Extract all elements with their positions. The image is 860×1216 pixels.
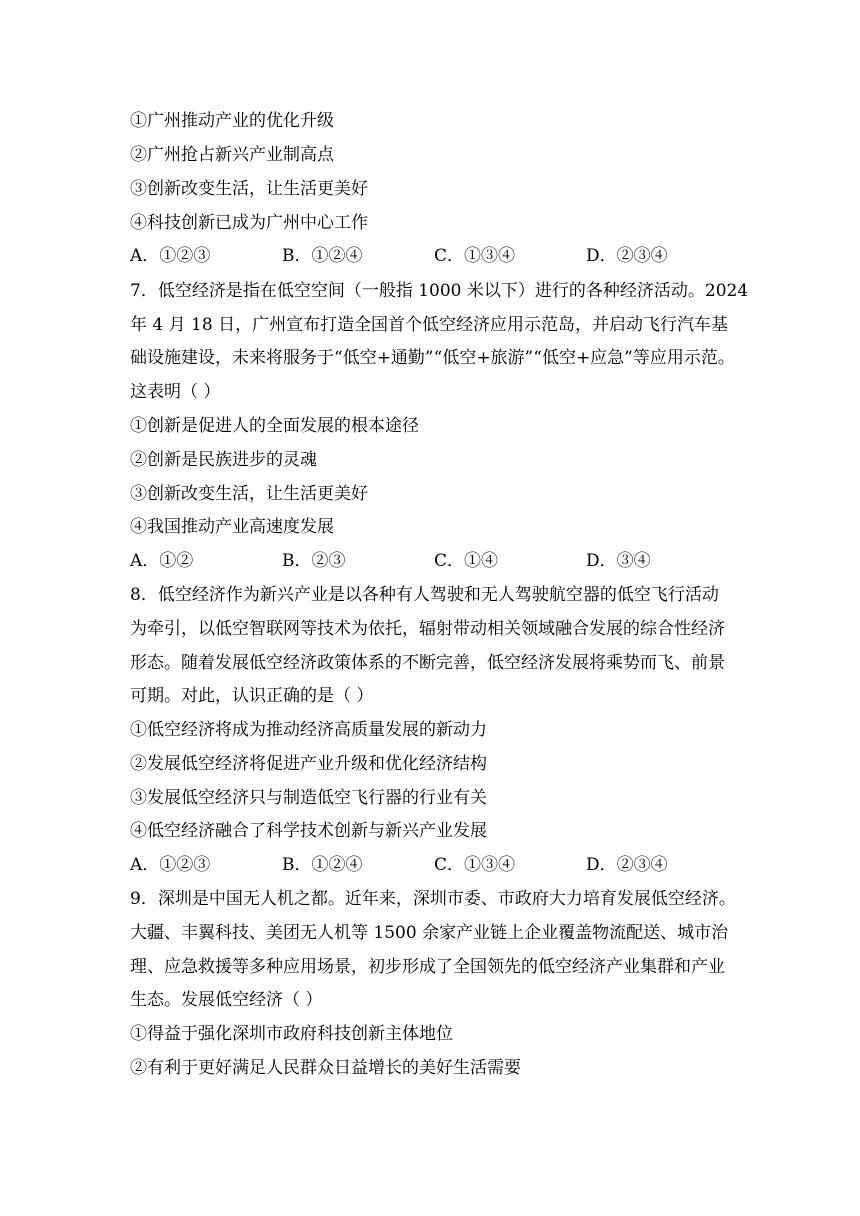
q8-stem-line-3: 形态。随着发展低空经济政策体系的不断完善，低空经济发展将乘势而飞、前景 [130, 653, 725, 673]
q6-item-2: ②广州抢占新兴产业制高点 [130, 145, 334, 165]
q7-item-2: ②创新是民族进步的灵魂 [130, 450, 317, 470]
q9-item-2: ②有利于更好满足人民群众日益增长的美好生活需要 [130, 1058, 521, 1078]
q9-item-1: ①得益于强化深圳市政府科技创新主体地位 [130, 1024, 453, 1044]
q7-stem-line-3: 础设施建设，未来将服务于“低空+通勤”“低空+旅游”“低空+应急”等应用示范。 [130, 348, 735, 368]
q6-item-1: ①广州推动产业的优化升级 [130, 111, 334, 131]
q6-item-3: ③创新改变生活，让生活更美好 [130, 179, 368, 199]
q7-options [130, 550, 740, 572]
q8-stem-line-4: 可期。对此，认识正确的是（ ） [130, 686, 374, 706]
q9-stem-line-4: 生态。发展低空经济（ ） [130, 990, 323, 1010]
q6-option-a: A．①②③ [130, 246, 211, 266]
q8-item-4: ④低空经济融合了科学技术创新与新兴产业发展 [130, 821, 487, 841]
q7-option-c: C．①④ [434, 551, 499, 571]
q8-item-2: ②发展低空经济将促进产业升级和优化经济结构 [130, 754, 487, 774]
q8-item-1: ①低空经济将成为推动经济高质量发展的新动力 [130, 720, 487, 740]
q6-option-c: C．①③④ [434, 246, 516, 266]
q7-stem-line-2: 年 4 月 18 日，广州宣布打造全国首个低空经济应用示范岛，并启动飞行汽车基 [130, 315, 729, 335]
q7-item-1: ①创新是促进人的全面发展的根本途径 [130, 416, 419, 436]
q8-stem-line-1: 8．低空经济作为新兴产业是以各种有人驾驶和无人驾驶航空器的低空飞行活动 [130, 585, 719, 605]
q8-option-b: B．①②④ [282, 855, 363, 875]
q8-option-a: A．①②③ [130, 855, 211, 875]
q6-item-4: ④科技创新已成为广州中心工作 [130, 213, 368, 233]
q8-option-c: C．①③④ [434, 855, 516, 875]
q8-option-d: D．②③④ [586, 855, 668, 875]
q9-stem-line-1: 9．深圳是中国无人机之都。近年来，深圳市委、市政府大力培育发展低空经济。 [130, 889, 736, 909]
q9-stem-line-3: 理、应急救援等多种应用场景，初步形成了全国领先的低空经济产业集群和产业 [130, 957, 725, 977]
q7-option-b: B．②③ [282, 551, 346, 571]
q8-item-3: ③发展低空经济只与制造低空飞行器的行业有关 [130, 788, 487, 808]
q8-stem-line-2: 为牵引，以低空智联网等技术为依托，辐射带动相关领域融合发展的综合性经济 [130, 619, 725, 639]
q8-options [130, 854, 740, 876]
q6-options [130, 245, 740, 267]
q6-option-d: D．②③④ [586, 246, 668, 266]
q7-stem-line-4: 这表明（ ） [130, 382, 221, 402]
q6-option-b: B．①②④ [282, 246, 363, 266]
q7-item-3: ③创新改变生活，让生活更美好 [130, 484, 368, 504]
q7-option-a: A．①② [130, 551, 194, 571]
q7-stem-line-1: 7．低空经济是指在低空空间（一般指 1000 米以下）进行的各种经济活动。2024 [130, 281, 749, 301]
q9-stem-line-2: 大疆、丰翼科技、美团无人机等 1500 余家产业链上企业覆盖物流配送、城市治 [130, 923, 729, 943]
q7-option-d: D．③④ [586, 551, 651, 571]
q7-item-4: ④我国推动产业高速度发展 [130, 517, 334, 537]
